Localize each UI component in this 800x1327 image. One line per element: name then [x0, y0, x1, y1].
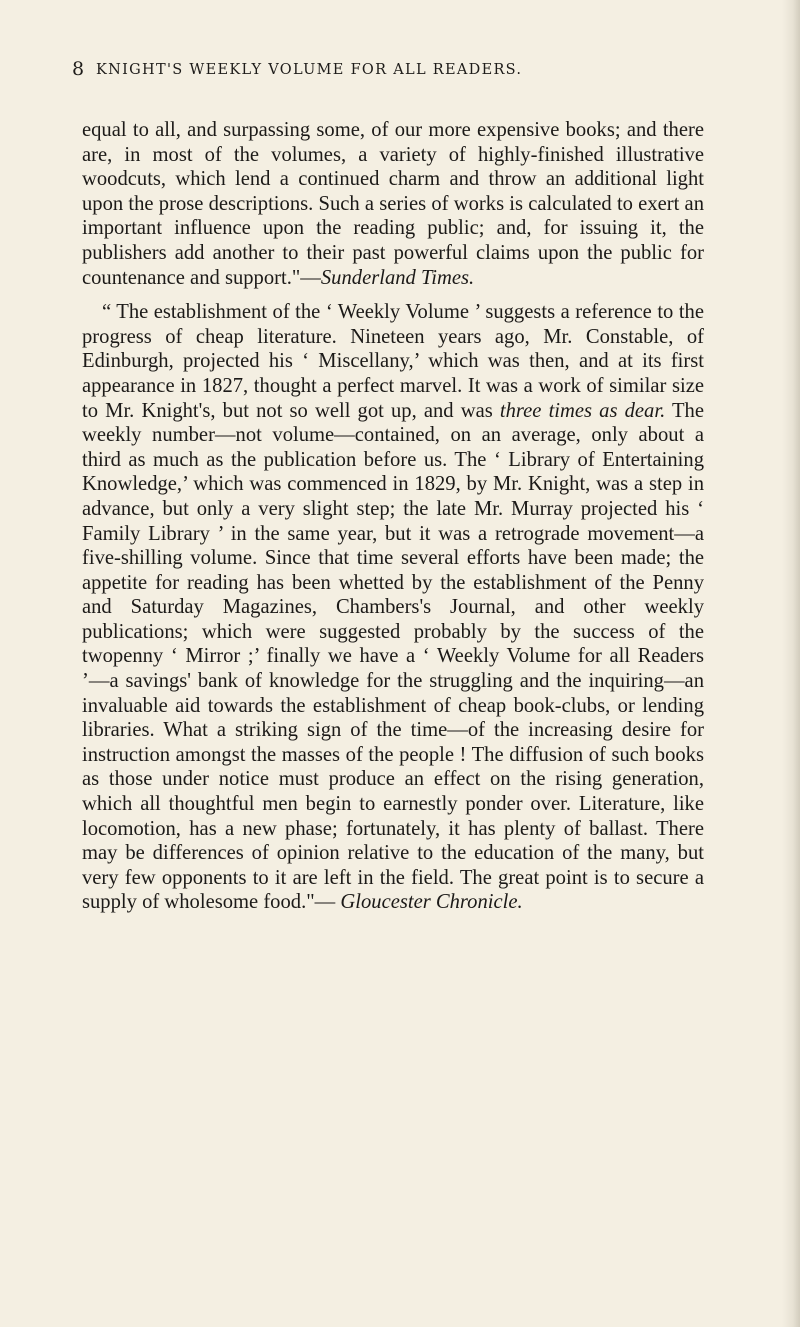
review-text: equal to all, and surpassing some, of our more expensive books; and there are, in most of the volumes, a variety of highly-finished illustrative woodcuts, which lend a continued charm and throw an additional light upon the prose descriptions. Such a series of works is calculated to exert an important influence upon the reading public; and, for issuing it, the publishers add another to their past powerful claims upon the public for countenance and support."— — [82, 119, 704, 289]
review-text: “ The establishment of the ‘ Weekly Volume ’ suggests a reference to the progress of cheap literature. Nineteen years ago, Mr. Constable, of Edinburgh, projected his ‘ Miscellany,’ which was then, and at its first appearance in 1827, thought a perfect marvel. It was a work of similar size to Mr. Knight's, but not so well got up, and was — [82, 301, 704, 422]
review-source: Sunderland Times. — [320, 266, 475, 289]
review-source: Gloucester Chronicle. — [340, 891, 523, 914]
review-paragraph — [82, 118, 704, 290]
page-edge-shadow — [782, 0, 800, 1327]
review-text: The weekly number—not volume—contained, on an average, only about a third as much as the publication before us. The ‘ Library of Entertaining Knowledge,’ which was commenced in 1829, by Mr. Knight, was a step in advance, but only a very slight step; the late Mr. Murray projected his ‘ Family Library ’ in the same year, but it was a retrograde movement—a five-shilling volume. Since that time several efforts have been made; the appetite for reading has been whetted by the establishment of the Penny and Saturday Magazines, Chambers's Journal, and other weekly publications; which were suggested probably by the success of the twopenny ‘ Mirror ;’ finally we have a ‘ Weekly Volume for all Readers ’—a savings' bank of knowledge for the struggling and the inquiring—an invaluable aid towards the establishment of cheap book-clubs, or lending libraries. What a striking sign of the time—of the increasing desire for instruction amongst the masses of the people ! The diffusion of such books as those under notice must produce an effect on the rising generation, which all thoughtful men begin to earnestly ponder over. Literature, like locomotion, has a new phase; fortunately, it has plenty of ballast. There may be differences of opinion relative to the education of the many, but very few opponents to it are left in the field. The great point is to secure a supply of wholesome food."— — [82, 399, 704, 914]
page-body — [82, 118, 704, 915]
emphasis-text: three times as dear. — [499, 399, 666, 422]
review-paragraph — [82, 300, 704, 915]
page-number: 8 — [72, 58, 85, 80]
page-header — [72, 58, 712, 98]
running-head: KNIGHT'S WEEKLY VOLUME FOR ALL READERS. — [96, 62, 523, 78]
